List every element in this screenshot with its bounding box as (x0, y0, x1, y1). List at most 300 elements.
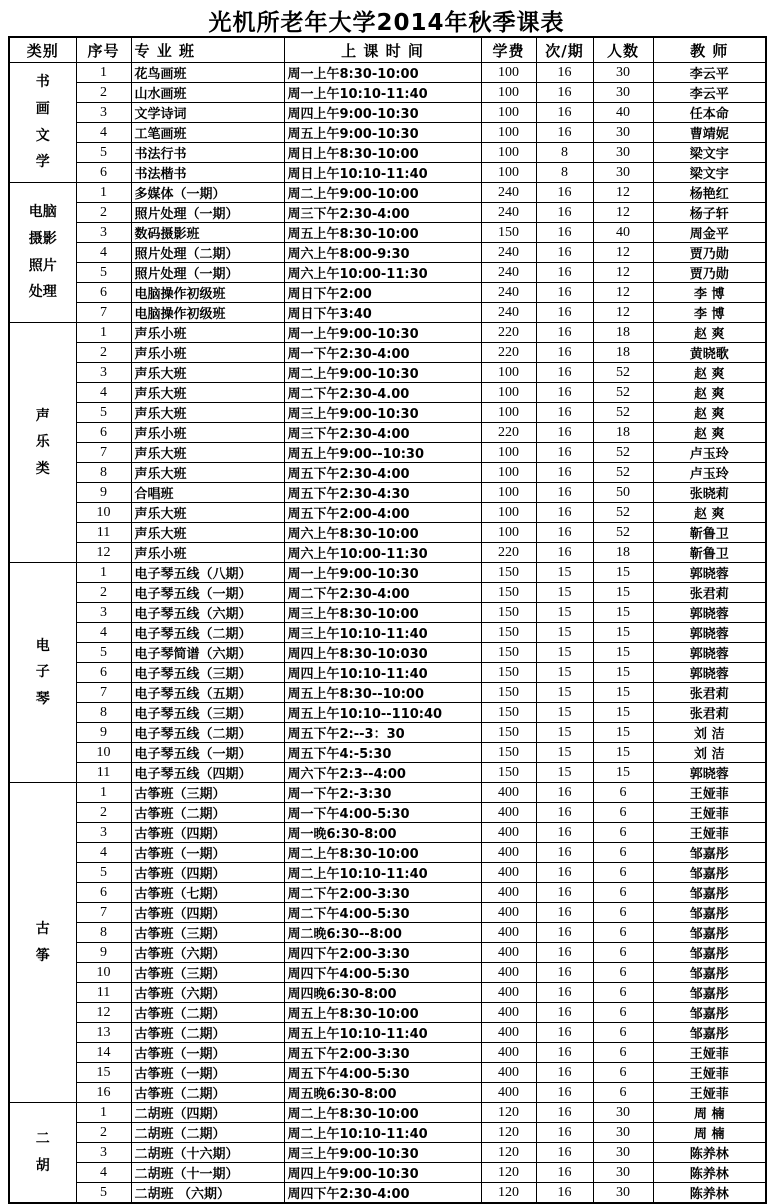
cell-teacher: 杨艳红 (653, 183, 766, 203)
table-row (9, 923, 766, 943)
cell-capacity: 6 (593, 903, 653, 923)
cell-teacher: 王娅菲 (653, 823, 766, 843)
cell-class-name: 照片处理（一期） (131, 263, 284, 283)
cell-teacher: 靳鲁卫 (653, 543, 766, 563)
table-row (9, 303, 766, 323)
cell-time: 周六上午10:00-11:30 (284, 543, 481, 563)
cell-sessions: 16 (536, 503, 593, 523)
table-row (9, 863, 766, 883)
cell-capacity: 15 (593, 743, 653, 763)
cell-time: 周五上午8:30-10:00 (284, 223, 481, 243)
cell-time: 周四下午2:00-3:30 (284, 943, 481, 963)
cell-capacity: 30 (593, 143, 653, 163)
cell-capacity: 30 (593, 63, 653, 83)
cell-teacher: 李云平 (653, 63, 766, 83)
cell-teacher: 赵 爽 (653, 403, 766, 423)
cell-class-name: 古筝班（三期） (131, 923, 284, 943)
table-row (9, 943, 766, 963)
cell-seq: 14 (76, 1043, 131, 1063)
cell-class-name: 古筝班（四期） (131, 823, 284, 843)
cell-time: 周六上午8:00-9:30 (284, 243, 481, 263)
cell-seq: 3 (76, 823, 131, 843)
cell-capacity: 6 (593, 1063, 653, 1083)
cell-seq: 9 (76, 943, 131, 963)
cell-seq: 6 (76, 283, 131, 303)
cell-fee: 150 (481, 603, 536, 623)
cell-class-name: 古筝班（六期） (131, 943, 284, 963)
table-row (9, 623, 766, 643)
cell-fee: 400 (481, 903, 536, 923)
cell-fee: 400 (481, 1003, 536, 1023)
cell-time: 周一下午4:00-5:30 (284, 803, 481, 823)
cell-teacher: 赵 爽 (653, 383, 766, 403)
cell-class-name: 数码摄影班 (131, 223, 284, 243)
table-row (9, 583, 766, 603)
cell-capacity: 6 (593, 1003, 653, 1023)
cell-time: 周一下午2:-3:30 (284, 783, 481, 803)
cell-sessions: 16 (536, 1043, 593, 1063)
cell-sessions: 16 (536, 1183, 593, 1204)
cell-seq: 5 (76, 643, 131, 663)
cell-capacity: 15 (593, 583, 653, 603)
cell-fee: 400 (481, 803, 536, 823)
cell-class-name: 声乐大班 (131, 503, 284, 523)
table-row (9, 123, 766, 143)
cell-fee: 240 (481, 303, 536, 323)
cell-class-name: 声乐大班 (131, 463, 284, 483)
cell-fee: 400 (481, 843, 536, 863)
cell-seq: 12 (76, 1003, 131, 1023)
cell-seq: 13 (76, 1023, 131, 1043)
cell-category: 电 子 琴 (9, 563, 76, 783)
cell-capacity: 12 (593, 283, 653, 303)
cell-fee: 220 (481, 343, 536, 363)
cell-sessions: 16 (536, 923, 593, 943)
cell-capacity: 6 (593, 843, 653, 863)
cell-fee: 100 (481, 63, 536, 83)
cell-time: 周二上午9:00-10:00 (284, 183, 481, 203)
cell-capacity: 40 (593, 223, 653, 243)
cell-time: 周二下午2:30-4:00 (284, 583, 481, 603)
cell-sessions: 16 (536, 483, 593, 503)
cell-teacher: 郭晓蓉 (653, 563, 766, 583)
cell-fee: 120 (481, 1123, 536, 1143)
cell-teacher: 卢玉玲 (653, 463, 766, 483)
cell-sessions: 8 (536, 143, 593, 163)
cell-capacity: 12 (593, 203, 653, 223)
cell-time: 周五下午2:30-4:30 (284, 483, 481, 503)
table-row (9, 723, 766, 743)
cell-seq: 3 (76, 603, 131, 623)
cell-seq: 7 (76, 683, 131, 703)
cell-seq: 9 (76, 723, 131, 743)
cell-sessions: 16 (536, 283, 593, 303)
table-row (9, 523, 766, 543)
cell-seq: 1 (76, 783, 131, 803)
table-row (9, 443, 766, 463)
cell-capacity: 52 (593, 383, 653, 403)
cell-seq: 6 (76, 423, 131, 443)
cell-class-name: 古筝班（四期） (131, 903, 284, 923)
cell-capacity: 52 (593, 503, 653, 523)
cell-teacher: 张君莉 (653, 683, 766, 703)
cell-seq: 12 (76, 543, 131, 563)
cell-fee: 400 (481, 783, 536, 803)
cell-sessions: 16 (536, 963, 593, 983)
cell-capacity: 18 (593, 543, 653, 563)
cell-teacher: 赵 爽 (653, 363, 766, 383)
table-row (9, 183, 766, 203)
cell-capacity: 15 (593, 723, 653, 743)
cell-capacity: 6 (593, 943, 653, 963)
cell-category: 电脑 摄影 照片 处理 (9, 183, 76, 323)
cell-fee: 150 (481, 223, 536, 243)
cell-fee: 100 (481, 483, 536, 503)
cell-time: 周日下午3:40 (284, 303, 481, 323)
cell-sessions: 16 (536, 943, 593, 963)
cell-capacity: 30 (593, 123, 653, 143)
table-row (9, 483, 766, 503)
table-row (9, 1043, 766, 1063)
cell-capacity: 6 (593, 1043, 653, 1063)
cell-time: 周五下午2:00-4:00 (284, 503, 481, 523)
cell-class-name: 声乐小班 (131, 323, 284, 343)
cell-time: 周五上午9:00-10:30 (284, 123, 481, 143)
cell-class-name: 古筝班（二期） (131, 1023, 284, 1043)
cell-teacher: 赵 爽 (653, 423, 766, 443)
cell-seq: 9 (76, 483, 131, 503)
cell-teacher: 周 楠 (653, 1123, 766, 1143)
cell-capacity: 52 (593, 363, 653, 383)
cell-seq: 3 (76, 223, 131, 243)
cell-seq: 5 (76, 263, 131, 283)
cell-capacity: 30 (593, 163, 653, 183)
cell-seq: 8 (76, 923, 131, 943)
cell-fee: 100 (481, 83, 536, 103)
cell-fee: 150 (481, 723, 536, 743)
cell-class-name: 二胡班（四期） (131, 1103, 284, 1123)
cell-fee: 150 (481, 763, 536, 783)
table-row (9, 143, 766, 163)
cell-fee: 150 (481, 623, 536, 643)
cell-teacher: 任本命 (653, 103, 766, 123)
cell-class-name: 电子琴五线（二期） (131, 723, 284, 743)
cell-seq: 1 (76, 323, 131, 343)
cell-capacity: 30 (593, 83, 653, 103)
cell-fee: 100 (481, 463, 536, 483)
cell-sessions: 16 (536, 383, 593, 403)
table-row (9, 823, 766, 843)
cell-sessions: 15 (536, 603, 593, 623)
course-table (8, 36, 767, 1204)
cell-class-name: 古筝班（三期） (131, 783, 284, 803)
cell-class-name: 古筝班（七期） (131, 883, 284, 903)
cell-time: 周六上午10:00-11:30 (284, 263, 481, 283)
table-row (9, 63, 766, 83)
cell-time: 周四上午10:10-11:40 (284, 663, 481, 683)
cell-seq: 2 (76, 343, 131, 363)
cell-seq: 1 (76, 563, 131, 583)
cell-seq: 15 (76, 1063, 131, 1083)
cell-teacher: 邹嘉彤 (653, 963, 766, 983)
cell-class-name: 花鸟画班 (131, 63, 284, 83)
table-row (9, 783, 766, 803)
cell-class-name: 二胡班（十六期） (131, 1143, 284, 1163)
cell-fee: 400 (481, 1023, 536, 1043)
cell-class-name: 声乐大班 (131, 523, 284, 543)
cell-class-name: 古筝班（二期） (131, 1083, 284, 1103)
cell-seq: 3 (76, 363, 131, 383)
cell-time: 周一上午10:10-11:40 (284, 83, 481, 103)
cell-time: 周五上午10:10-11:40 (284, 1023, 481, 1043)
cell-capacity: 12 (593, 263, 653, 283)
table-row (9, 203, 766, 223)
cell-time: 周五上午10:10--110:40 (284, 703, 481, 723)
cell-class-name: 电子琴五线（五期） (131, 683, 284, 703)
cell-time: 周日下午2:00 (284, 283, 481, 303)
cell-fee: 150 (481, 703, 536, 723)
cell-sessions: 16 (536, 863, 593, 883)
cell-fee: 240 (481, 203, 536, 223)
cell-class-name: 古筝班（四期） (131, 863, 284, 883)
col-header-sessions: 次/期 (536, 37, 593, 63)
col-header-seq: 序号 (76, 37, 131, 63)
cell-time: 周四晚6:30-8:00 (284, 983, 481, 1003)
cell-fee: 100 (481, 383, 536, 403)
cell-teacher: 郭晓蓉 (653, 763, 766, 783)
cell-time: 周五下午2:30-4:00 (284, 463, 481, 483)
table-row (9, 983, 766, 1003)
table-row (9, 83, 766, 103)
cell-seq: 5 (76, 863, 131, 883)
table-row (9, 963, 766, 983)
cell-fee: 220 (481, 423, 536, 443)
cell-time: 周四上午9:00-10:30 (284, 103, 481, 123)
cell-capacity: 6 (593, 863, 653, 883)
cell-time: 周三上午8:30-10:00 (284, 603, 481, 623)
table-row (9, 1183, 766, 1204)
cell-class-name: 电子琴五线（三期） (131, 663, 284, 683)
cell-fee: 240 (481, 263, 536, 283)
cell-class-name: 工笔画班 (131, 123, 284, 143)
col-header-time: 上 课 时 间 (284, 37, 481, 63)
cell-class-name: 电脑操作初级班 (131, 283, 284, 303)
table-row (9, 423, 766, 443)
cell-fee: 220 (481, 323, 536, 343)
table-row (9, 383, 766, 403)
cell-teacher: 靳鲁卫 (653, 523, 766, 543)
cell-teacher: 陈养林 (653, 1143, 766, 1163)
cell-fee: 400 (481, 883, 536, 903)
table-row (9, 1143, 766, 1163)
table-row (9, 503, 766, 523)
cell-teacher: 黄晓歌 (653, 343, 766, 363)
cell-time: 周一晚6:30-8:00 (284, 823, 481, 843)
cell-fee: 400 (481, 863, 536, 883)
cell-fee: 100 (481, 123, 536, 143)
cell-fee: 100 (481, 443, 536, 463)
cell-capacity: 6 (593, 1083, 653, 1103)
cell-time: 周五上午8:30--10:00 (284, 683, 481, 703)
cell-teacher: 周 楠 (653, 1103, 766, 1123)
cell-time: 周四下午4:00-5:30 (284, 963, 481, 983)
cell-teacher: 邹嘉彤 (653, 883, 766, 903)
cell-class-name: 古筝班（一期） (131, 843, 284, 863)
cell-capacity: 52 (593, 403, 653, 423)
cell-seq: 5 (76, 403, 131, 423)
col-header-teacher: 教 师 (653, 37, 766, 63)
cell-time: 周五下午4:00-5:30 (284, 1063, 481, 1083)
table-row (9, 363, 766, 383)
table-row (9, 603, 766, 623)
cell-capacity: 18 (593, 343, 653, 363)
cell-seq: 1 (76, 63, 131, 83)
cell-capacity: 52 (593, 523, 653, 543)
cell-sessions: 15 (536, 743, 593, 763)
cell-capacity: 15 (593, 643, 653, 663)
cell-teacher: 刘 洁 (653, 743, 766, 763)
cell-fee: 400 (481, 1083, 536, 1103)
cell-class-name: 电脑操作初级班 (131, 303, 284, 323)
cell-sessions: 16 (536, 1163, 593, 1183)
cell-teacher: 王娅菲 (653, 803, 766, 823)
table-row (9, 1103, 766, 1123)
cell-class-name: 照片处理（一期） (131, 203, 284, 223)
cell-time: 周一上午8:30-10:00 (284, 63, 481, 83)
cell-class-name: 古筝班（三期） (131, 963, 284, 983)
cell-seq: 2 (76, 203, 131, 223)
cell-capacity: 6 (593, 983, 653, 1003)
cell-class-name: 山水画班 (131, 83, 284, 103)
cell-sessions: 15 (536, 683, 593, 703)
cell-seq: 1 (76, 183, 131, 203)
table-row (9, 883, 766, 903)
cell-seq: 7 (76, 443, 131, 463)
cell-class-name: 电子琴五线（八期） (131, 563, 284, 583)
cell-fee: 400 (481, 943, 536, 963)
cell-seq: 11 (76, 983, 131, 1003)
cell-fee: 400 (481, 1063, 536, 1083)
cell-teacher: 李 博 (653, 283, 766, 303)
cell-capacity: 30 (593, 1183, 653, 1204)
cell-capacity: 52 (593, 463, 653, 483)
cell-time: 周五下午2:00-3:30 (284, 1043, 481, 1063)
cell-teacher: 王娅菲 (653, 1043, 766, 1063)
cell-time: 周二上午8:30-10:00 (284, 843, 481, 863)
table-row (9, 903, 766, 923)
cell-time: 周五上午8:30-10:00 (284, 1003, 481, 1023)
cell-capacity: 12 (593, 183, 653, 203)
cell-fee: 400 (481, 823, 536, 843)
cell-capacity: 15 (593, 603, 653, 623)
table-row (9, 543, 766, 563)
table-row (9, 403, 766, 423)
cell-time: 周二上午10:10-11:40 (284, 1123, 481, 1143)
cell-seq: 4 (76, 623, 131, 643)
cell-sessions: 16 (536, 823, 593, 843)
cell-class-name: 合唱班 (131, 483, 284, 503)
cell-capacity: 6 (593, 823, 653, 843)
cell-teacher: 邹嘉彤 (653, 843, 766, 863)
cell-capacity: 30 (593, 1163, 653, 1183)
cell-time: 周六下午2:3--4:00 (284, 763, 481, 783)
table-row (9, 663, 766, 683)
cell-seq: 10 (76, 963, 131, 983)
table-row (9, 103, 766, 123)
cell-time: 周三上午10:10-11:40 (284, 623, 481, 643)
course-table-body (9, 63, 766, 1204)
cell-fee: 100 (481, 143, 536, 163)
cell-class-name: 声乐小班 (131, 343, 284, 363)
cell-capacity: 52 (593, 443, 653, 463)
cell-fee: 400 (481, 983, 536, 1003)
cell-sessions: 8 (536, 163, 593, 183)
col-header-capacity: 人数 (593, 37, 653, 63)
cell-fee: 100 (481, 363, 536, 383)
cell-teacher: 赵 爽 (653, 503, 766, 523)
cell-time: 周一下午2:30-4:00 (284, 343, 481, 363)
cell-seq: 3 (76, 103, 131, 123)
cell-time: 周二下午2:00-3:30 (284, 883, 481, 903)
cell-sessions: 16 (536, 463, 593, 483)
cell-teacher: 梁文宇 (653, 143, 766, 163)
cell-seq: 6 (76, 163, 131, 183)
cell-class-name: 电子琴五线（一期） (131, 583, 284, 603)
cell-seq: 16 (76, 1083, 131, 1103)
table-row (9, 1123, 766, 1143)
cell-seq: 11 (76, 763, 131, 783)
cell-teacher: 王娅菲 (653, 1083, 766, 1103)
cell-teacher: 周金平 (653, 223, 766, 243)
cell-fee: 240 (481, 283, 536, 303)
cell-seq: 6 (76, 663, 131, 683)
cell-teacher: 邹嘉彤 (653, 903, 766, 923)
cell-sessions: 16 (536, 243, 593, 263)
cell-time: 周六上午8:30-10:00 (284, 523, 481, 543)
cell-capacity: 15 (593, 703, 653, 723)
cell-teacher: 梁文宇 (653, 163, 766, 183)
cell-sessions: 16 (536, 1063, 593, 1083)
cell-fee: 120 (481, 1103, 536, 1123)
cell-teacher: 李云平 (653, 83, 766, 103)
cell-fee: 400 (481, 963, 536, 983)
cell-fee: 150 (481, 583, 536, 603)
table-row (9, 1083, 766, 1103)
cell-fee: 100 (481, 503, 536, 523)
cell-capacity: 40 (593, 103, 653, 123)
cell-time: 周三下午2:30-4:00 (284, 423, 481, 443)
table-row (9, 323, 766, 343)
cell-sessions: 15 (536, 723, 593, 743)
cell-class-name: 照片处理（二期） (131, 243, 284, 263)
table-row (9, 1023, 766, 1043)
cell-class-name: 古筝班（一期） (131, 1043, 284, 1063)
cell-category: 古 筝 (9, 783, 76, 1103)
cell-class-name: 电子琴简谱（六期） (131, 643, 284, 663)
cell-seq: 4 (76, 383, 131, 403)
cell-sessions: 16 (536, 363, 593, 383)
cell-class-name: 电子琴五线（三期） (131, 703, 284, 723)
cell-time: 周二上午9:00-10:30 (284, 363, 481, 383)
cell-sessions: 16 (536, 543, 593, 563)
table-row (9, 643, 766, 663)
cell-time: 周一上午9:00-10:30 (284, 323, 481, 343)
cell-time: 周二下午2:30-4.00 (284, 383, 481, 403)
cell-time: 周三下午2:30-4:00 (284, 203, 481, 223)
cell-teacher: 郭晓蓉 (653, 623, 766, 643)
cell-sessions: 16 (536, 343, 593, 363)
cell-sessions: 16 (536, 223, 593, 243)
